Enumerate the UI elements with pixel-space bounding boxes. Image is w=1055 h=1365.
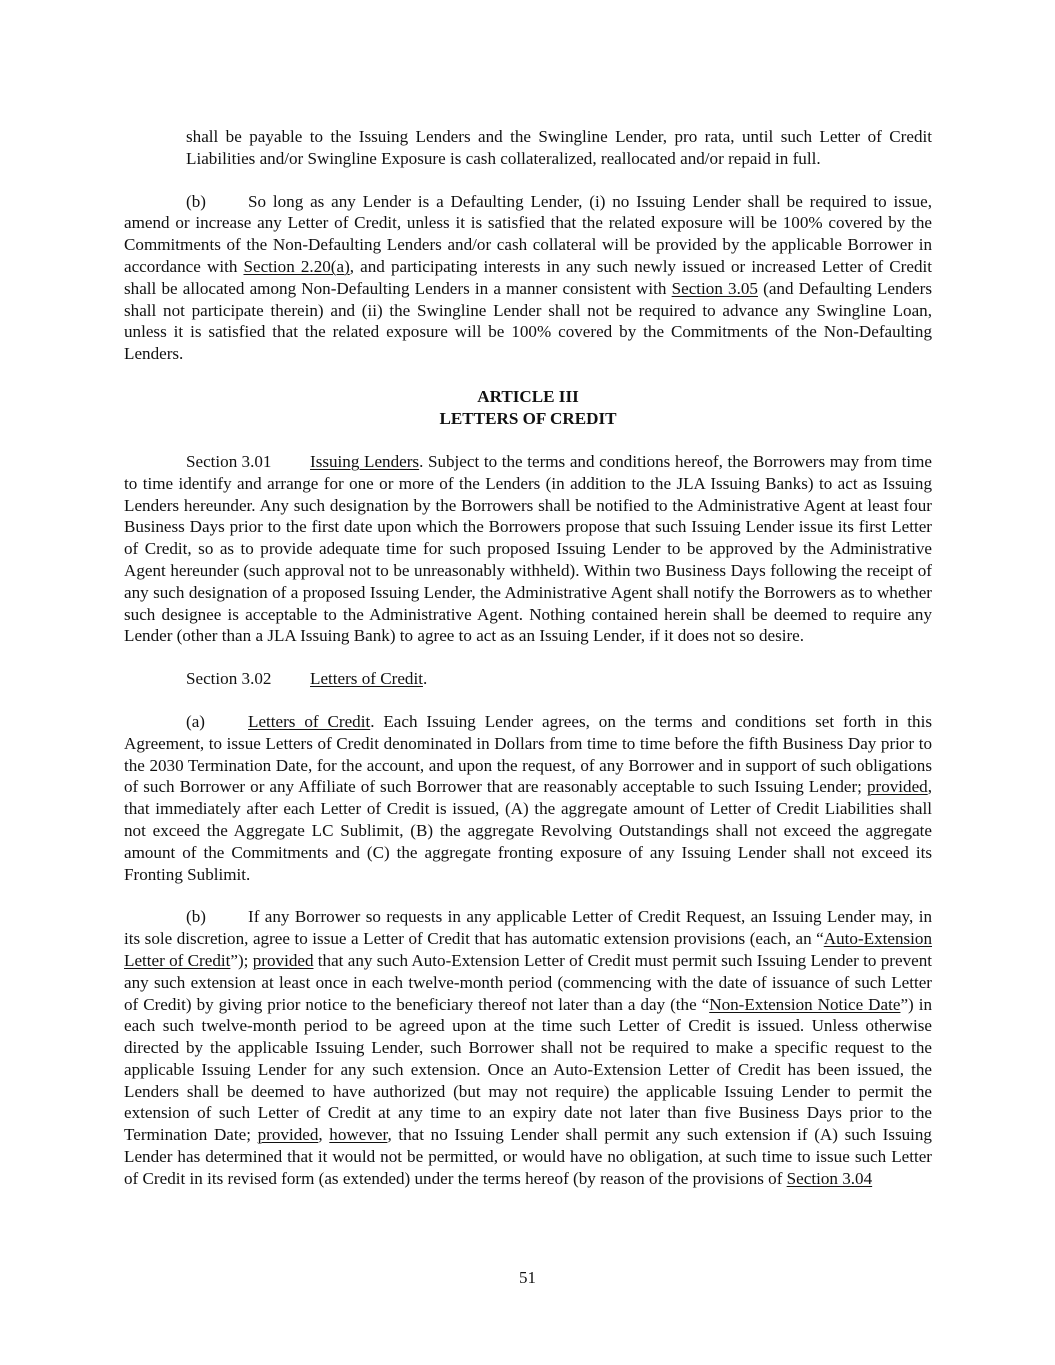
section-3-01 (124, 451, 932, 647)
section-3-02 (124, 668, 932, 690)
however-term: however (329, 1125, 388, 1145)
section-3-02-b (124, 906, 932, 1189)
section-3-02-a (124, 711, 932, 885)
paragraph-text: , that immediately after each Letter of Credit is issued, (A) the aggregate amount of Letter of Credit Liabilities shall not exceed the Aggregate LC Sublimit, (B) the aggregate Revolving Outstandings shall not exceed the aggregate amount of the Commitments and (C) the aggregate fronting exposure of any Issuing Lender shall not exceed its Fronting Sublimit. (124, 777, 932, 884)
section-heading: Issuing Lenders (310, 451, 420, 471)
paragraph-text: that any such Auto-Extension Letter of Credit must permit such Issuing Lender to prevent any such extension at least once in each twelve-month period (commencing with the date of issuance of such Letter of Credit) by giving prior notice to the beneficiary thereof not later than a day (the “ (124, 950, 932, 1014)
paragraph-2-20-b (124, 191, 932, 365)
paragraph-text: , and participating interests in any such newly issued or increased Letter of Credit shall be allocated among Non-Defaulting Lenders in a manner consistent with (124, 256, 932, 298)
paragraph-text: , that no Issuing Lender shall permit any such extension if (A) such Issuing Lender has determined that it would not be permitted, or would have no obligation, at such time to issue such Letter of Credit in its revised form (as extended) under the terms hereof (by reason of the provisions of (124, 1125, 932, 1188)
page-number: 51 (519, 1268, 536, 1287)
provided-term: provided (252, 950, 314, 970)
paragraph-text: ”); (230, 950, 253, 970)
section-ref-link: Section 3.04 (786, 1168, 873, 1188)
section-heading: Letters of Credit (310, 669, 423, 689)
clause-label: (a) (186, 711, 205, 731)
document-page (124, 126, 932, 1190)
section-label: Section 3.02 (186, 669, 272, 689)
section-ref-link: Section 3.05 (671, 278, 758, 298)
punctuation: . (422, 669, 428, 689)
section-ref-link: Section 2.20(a) (243, 256, 350, 276)
provided-term: provided (257, 1125, 319, 1145)
punctuation: , (318, 1125, 330, 1145)
clause-label: (b) (186, 907, 206, 927)
defined-term: Non-Extension Notice Date (709, 994, 901, 1014)
paragraph-text: If any Borrower so requests in any applicable Letter of Credit Request, an Issuing Lender may, in its sole discretion, agree to issue a Letter of Credit that has automatic extension provisions (each, an “ (124, 907, 932, 949)
article-number: ARTICLE III (477, 386, 579, 406)
paragraph-text: . Subject to the terms and conditions hereof, the Borrowers may from time to time identify and arrange for one or more of the Lenders (in addition to the JLA Issuing Banks) to act as Issuing Lenders hereunder. Any such designation by the Borrowers shall be notified to the Administrative Agent at least four Business Days prior to the first date upon which the Borrowers propose that such Issuing Lender issue its first Letter of Credit, so as to provide adequate time for such proposed Issuing Lender to be approved by the Administrative Agent hereunder (such approval not to be unreasonably withheld). Within two Business Days following the receipt of any such designation of a proposed Issuing Lender, the Administrative Agent shall notify the Borrowers as to whether such designee is acceptable to the Administrative Agent. Nothing contained herein shall be deemed to require any Lender (other than a JLA Issuing Bank) to agree to act as an Issuing Lender, if it does not so desire. (124, 451, 933, 646)
section-label: Section 3.01 (186, 451, 272, 471)
article-title: LETTERS OF CREDIT (439, 408, 617, 428)
paragraph-text: ”) in each such twelve-month period to be agreed upon at the time such Letter of Credit is issued. Unless otherwise directed by the applicable Issuing Lender, such Borrower shall not be required to make a specific request to the applicable Issuing Lender for any such extension. Once an Auto-Extension Letter of Credit has been issued, the Lenders shall be deemed to have authorized (but may not require) the applicable Issuing Lender to permit the extension of such Letter of Credit at any time to an expiry date not later than five Business Days prior to the Termination Date; (124, 994, 932, 1145)
paragraph-text: So long as any Lender is a Defaulting Lender, (i) no Issuing Lender shall be required to issue, amend or increase any Letter of Credit, unless it is satisfied that the related exposure will be 100% covered by the Commitments of the Non-Defaulting Lenders and/or cash collateral will be provided by the applicable Borrower in accordance with (124, 191, 932, 276)
clause-heading: Letters of Credit (248, 711, 371, 731)
paragraph-text: . Each Issuing Lender agrees, on the terms and conditions set forth in this Agreement, to issue Letters of Credit denominated in Dollars from time to time before the fifth Business Day prior to the 2030 Termination Date, for the account, and upon the request, of any Borrower and in support of such obligations of such Borrower or any Affiliate of such Borrower that are reasonably acceptable to such Issuing Lender; (124, 711, 932, 797)
article-heading (124, 386, 932, 430)
defined-term: Auto-Extension Letter of Credit (124, 929, 932, 970)
clause-label: (b) (186, 191, 206, 211)
provided-term: provided (866, 777, 928, 797)
paragraph-text: shall be payable to the Issuing Lenders and the Swingline Lender, pro rata, until such Letter of Credit Liabilities and/or Swingline Exposure is cash collateralized, reallocated and/or repaid in full. (186, 127, 932, 168)
paragraph-text: (and Defaulting Lenders shall not participate therein) and (ii) the Swingline Lender shall not be required to advance any Swingline Loan, unless it is satisfied that the related exposure will be 100% covered by the Commitments of the Non-Defaulting Lenders. (124, 278, 932, 364)
paragraph-continuation (124, 126, 932, 170)
